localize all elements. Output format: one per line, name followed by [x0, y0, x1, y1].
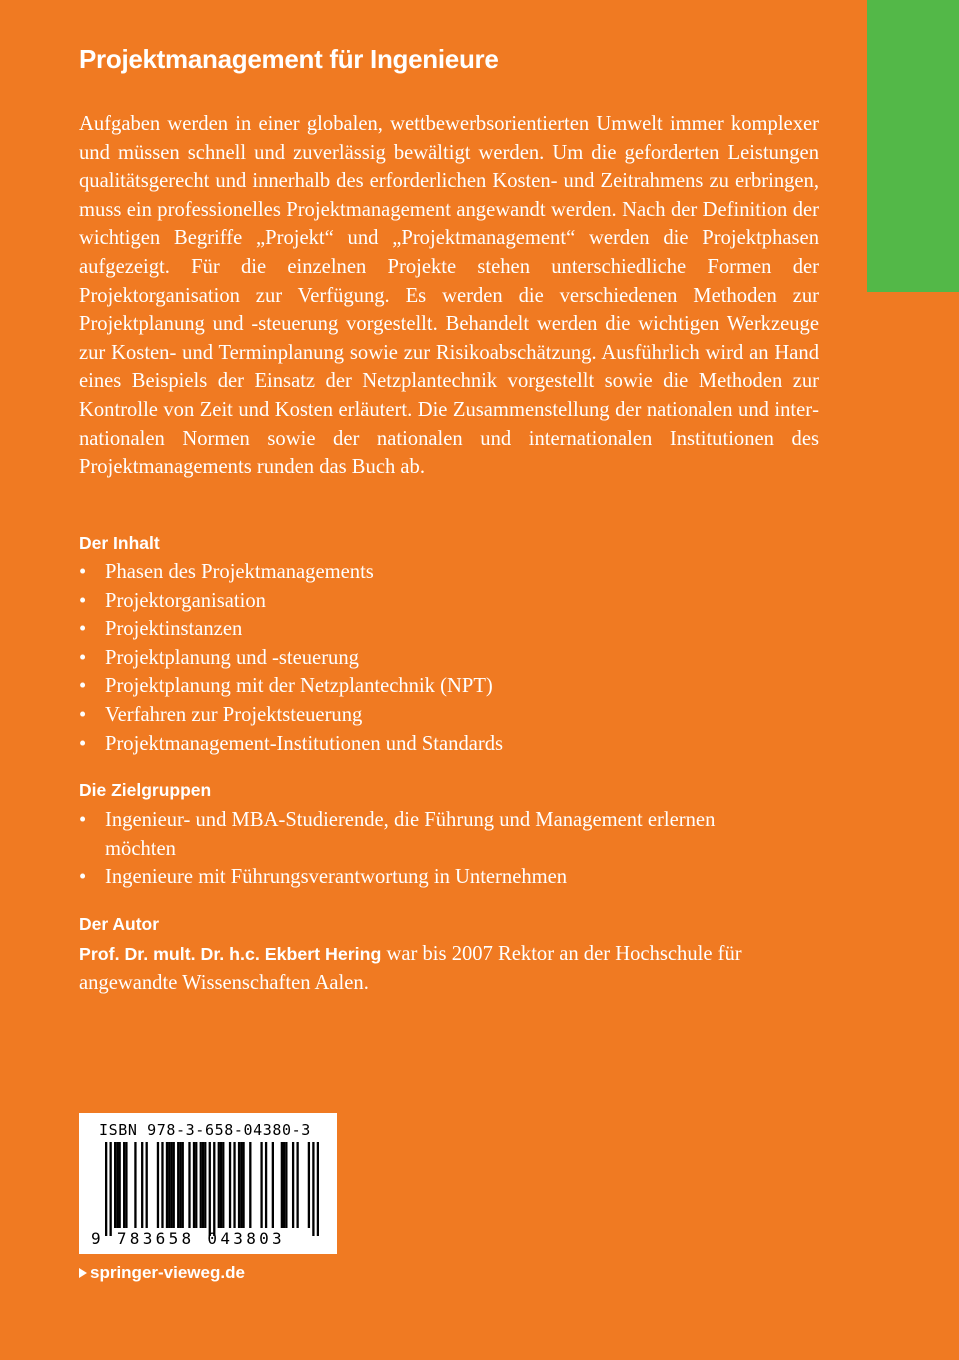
barcode-bar: [166, 1142, 168, 1228]
barcode-bar: [134, 1142, 136, 1228]
barcode-bar: [141, 1142, 143, 1228]
barcode-bar: [283, 1142, 285, 1228]
barcode-bar: [281, 1142, 283, 1228]
barcode-bar: [125, 1142, 127, 1228]
barcode-bar: [193, 1142, 195, 1228]
bullet-icon: •: [79, 618, 87, 641]
barcode-bar: [285, 1142, 287, 1228]
barcode-bar: [179, 1142, 181, 1228]
barcode-bar: [110, 1142, 112, 1236]
list-item: • Ingenieur- und MBA-Studierende, die Führung und Management erlernen möchten: [79, 806, 719, 863]
barcode-bar: [312, 1142, 314, 1236]
barcode-bar: [260, 1142, 262, 1228]
bullet-icon: •: [79, 732, 87, 755]
barcode-bar: [233, 1142, 235, 1228]
inhalt-heading: Der Inhalt: [79, 533, 160, 553]
barcode-bar: [173, 1142, 175, 1228]
zielgruppen-heading: Die Zielgruppen: [79, 780, 212, 800]
publisher-url: springer-vieweg.de: [90, 1263, 245, 1282]
list-item: • Phasen des Projektmanagements: [79, 558, 819, 587]
green-color-tab: [867, 0, 959, 292]
barcode-bar: [195, 1142, 197, 1228]
publisher-link[interactable]: [79, 1263, 245, 1283]
barcode-bar: [240, 1142, 242, 1228]
barcode-bar: [308, 1142, 310, 1228]
ean-digits: 9 783658 043803: [91, 1229, 285, 1248]
barcode-bar: [204, 1142, 206, 1228]
barcode-bar: [116, 1142, 118, 1228]
barcode-bar: [119, 1142, 121, 1228]
bullet-icon: •: [79, 675, 87, 698]
list-item: • Ingenieure mit Führungsverantwortung in Unternehmen: [79, 863, 719, 892]
barcode-bars: [105, 1142, 319, 1236]
barcode-bar: [123, 1142, 125, 1228]
barcode-bar: [213, 1142, 215, 1236]
list-item: • Projektplanung und -steuerung: [79, 644, 819, 673]
barcode-bar: [177, 1142, 179, 1228]
bullet-icon: •: [79, 561, 87, 583]
bullet-icon: •: [79, 589, 87, 612]
barcode-bar: [157, 1142, 159, 1228]
list-item: • Projektorganisation: [79, 587, 819, 616]
barcode-bar: [249, 1142, 251, 1228]
barcode-bar: [202, 1142, 204, 1228]
author-bio: war bis 2007 Rektor an der Hochschule für angewandte Wissenschaften Aalen.: [79, 943, 742, 994]
autor-heading: Der Autor: [79, 914, 160, 934]
barcode-bar: [272, 1142, 274, 1228]
barcode-bar: [170, 1142, 172, 1228]
book-title: Projektmanagement für Ingenieure: [79, 44, 499, 74]
list-item: • Projektmanagement-Institutionen und Standards: [79, 730, 819, 759]
zielgruppen-list: [79, 806, 719, 892]
bullet-icon: •: [79, 646, 87, 669]
list-item: • Verfahren zur Projektsteuerung: [79, 701, 819, 730]
barcode-bar: [114, 1142, 116, 1228]
barcode-bar: [218, 1142, 220, 1228]
bullet-icon: •: [79, 703, 87, 726]
barcode-bar: [238, 1142, 240, 1228]
barcode-bar: [296, 1142, 298, 1228]
barcode-bar: [242, 1142, 244, 1228]
barcode-bar: [317, 1142, 319, 1236]
barcode-bar: [146, 1142, 148, 1228]
isbn-label: ISBN 978-3-658-04380-3: [99, 1121, 311, 1139]
barcode-bar: [168, 1142, 170, 1228]
barcode-bar: [188, 1142, 190, 1228]
barcode-bar: [200, 1142, 202, 1228]
barcode-bar: [105, 1142, 107, 1236]
list-item: • Projektplanung mit der Netzplantechnik (NPT): [79, 672, 819, 701]
author-name: Prof. Dr. mult. Dr. h.c. Ekbert Hering: [79, 944, 382, 964]
description-paragraph: Aufgaben werden in einer globalen, wettbewerbsorientierten Umwelt immer komplexer und müssen schnell und zuverlässig bewältigt werden. Um die geforderten Leistungen qualitätsgerecht und innerhalb des erforderlichen Kosten- und Zeitrahmens zu erbringen, muss ein professionelles Projektmanagement angewandt werden. Nach der Definition der wichtigen Begriffe „Projekt“ und „Projektmanagement“ werden die Projektphasen aufgezeigt. Für die einzelnen Projekte stehen unterschiedliche Formen der Projektorganisation zur Verfügung. Es werden die verschiedenen Methoden zur Projektplanung und -steuerung vorgestellt. Behandelt werden die wichtigen Werkzeuge zur Kosten- und Terminplanung sowie zur Risikoabschätzung. Ausführlich wird an Hand eines Beispiels der Einsatz der Netzplantechnik vorgestellt sowie die Methoden zur Kontrolle von Zeit und Kosten erläutert. Die Zusammenstellung der nationalen und internationalen Normen sowie der nationalen und internationalen Institutionen des Projektmanagements runden das Buch ab.: [79, 113, 819, 479]
barcode-bar: [220, 1142, 222, 1228]
barcode-bar: [265, 1142, 267, 1228]
barcode-bar: [182, 1142, 184, 1228]
barcode-bar: [161, 1142, 163, 1228]
author-paragraph: [79, 940, 819, 997]
isbn-barcode: [79, 1113, 337, 1254]
barcode-bar: [222, 1142, 224, 1228]
barcode-bar: [209, 1142, 211, 1236]
list-item: • Projektinstanzen: [79, 615, 819, 644]
bullet-icon: •: [79, 809, 87, 831]
bullet-icon: •: [79, 866, 87, 889]
triangle-arrow-icon: [79, 1268, 87, 1278]
barcode-bar: [229, 1142, 231, 1228]
barcode-bar: [292, 1142, 294, 1228]
inhalt-list: [79, 558, 819, 758]
